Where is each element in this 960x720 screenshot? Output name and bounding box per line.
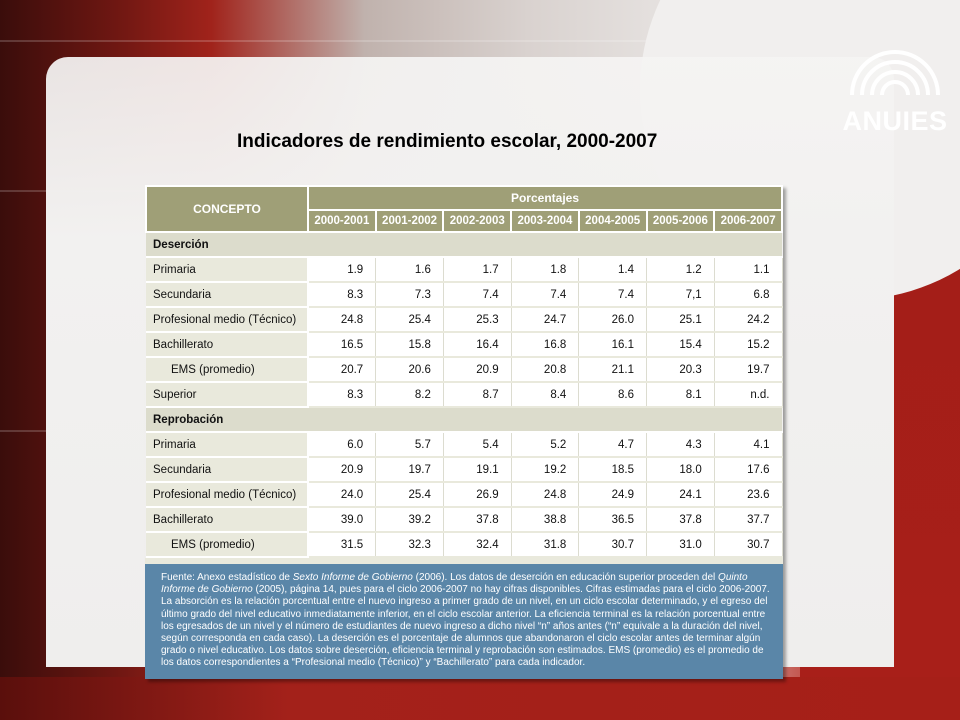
value-cell: 37.8 [647, 507, 715, 532]
row-label: Profesional medio (Técnico) [146, 307, 308, 332]
value-cell: 19.1 [443, 457, 511, 482]
value-cell: 26.0 [579, 307, 647, 332]
year-header: 2001-2002 [376, 210, 444, 232]
year-header: 2002-2003 [443, 210, 511, 232]
value-cell: 30.7 [714, 532, 782, 557]
slide-title: Indicadores de rendimiento escolar, 2000-2007 [237, 131, 658, 152]
value-cell: 24.7 [511, 307, 579, 332]
value-cell: 1.2 [647, 257, 715, 282]
indicators-table [145, 185, 783, 558]
value-cell: 15.4 [647, 332, 715, 357]
section-row [146, 407, 782, 432]
year-header: 2006-2007 [714, 210, 782, 232]
value-cell: 24.9 [579, 482, 647, 507]
value-cell: 37.7 [714, 507, 782, 532]
value-cell: 39.2 [376, 507, 444, 532]
table-row [146, 532, 782, 557]
value-cell: 18.5 [579, 457, 647, 482]
value-cell: 37.8 [443, 507, 511, 532]
table-row [146, 382, 782, 407]
value-cell: 21.1 [579, 357, 647, 382]
logo-rings-icon [840, 10, 950, 105]
value-cell: 7,1 [647, 282, 715, 307]
value-cell: 36.5 [579, 507, 647, 532]
table-row [146, 457, 782, 482]
value-cell: 18.0 [647, 457, 715, 482]
value-cell: 4.7 [579, 432, 647, 457]
value-cell: 20.7 [308, 357, 376, 382]
indicators-table-container [145, 185, 783, 679]
value-cell: 5.4 [443, 432, 511, 457]
section-title: Reprobación [146, 407, 782, 432]
table-row [146, 357, 782, 382]
note-italic: Sexto Informe de Gobierno [292, 572, 413, 583]
value-cell: 24.1 [647, 482, 715, 507]
table-row [146, 257, 782, 282]
value-cell: 39.0 [308, 507, 376, 532]
concept-header: CONCEPTO [146, 186, 308, 232]
value-cell: 20.9 [308, 457, 376, 482]
value-cell: 19.7 [714, 357, 782, 382]
row-label: Primaria [146, 257, 308, 282]
table-row [146, 482, 782, 507]
value-cell: 20.8 [511, 357, 579, 382]
value-cell: 16.4 [443, 332, 511, 357]
row-label: EMS (promedio) [146, 532, 308, 557]
value-cell: 1.7 [443, 257, 511, 282]
table-row [146, 307, 782, 332]
value-cell: 19.7 [376, 457, 444, 482]
value-cell: 16.1 [579, 332, 647, 357]
value-cell: 1.1 [714, 257, 782, 282]
row-label: Bachillerato [146, 332, 308, 357]
value-cell: 24.8 [511, 482, 579, 507]
value-cell: 8.3 [308, 382, 376, 407]
anuies-logo [840, 10, 950, 135]
value-cell: 25.1 [647, 307, 715, 332]
table-row [146, 332, 782, 357]
value-cell: 26.9 [443, 482, 511, 507]
value-cell: 1.4 [579, 257, 647, 282]
value-cell: 20.3 [647, 357, 715, 382]
value-cell: 15.8 [376, 332, 444, 357]
table-row [146, 282, 782, 307]
value-cell: 15.2 [714, 332, 782, 357]
section-row [146, 232, 782, 257]
row-label: Bachillerato [146, 507, 308, 532]
value-cell: 7.4 [511, 282, 579, 307]
value-cell: n.d. [714, 382, 782, 407]
note-italic: Quinto Informe de Gobierno [161, 572, 748, 596]
source-note [145, 558, 783, 679]
value-cell: 5.2 [511, 432, 579, 457]
value-cell: 8.7 [443, 382, 511, 407]
row-label: EMS (promedio) [146, 357, 308, 382]
table-body [146, 232, 782, 557]
value-cell: 24.0 [308, 482, 376, 507]
row-label: Primaria [146, 432, 308, 457]
value-cell: 20.6 [376, 357, 444, 382]
value-cell: 4.1 [714, 432, 782, 457]
value-cell: 7.3 [376, 282, 444, 307]
value-cell: 5.7 [376, 432, 444, 457]
value-cell: 6.8 [714, 282, 782, 307]
year-header: 2005-2006 [647, 210, 715, 232]
logo-text: ANUIES [842, 106, 948, 136]
value-cell: 32.3 [376, 532, 444, 557]
table-row [146, 432, 782, 457]
value-cell: 8.2 [376, 382, 444, 407]
note-text: (2005), página 14, pues para el ciclo 2006-2007 no hay cifras disponibles. Cifras estimadas para el ciclo 2006-2007. La absorción es la relación porcentual entre el nuevo ingreso a primer grado de un nivel, en un ciclo escolar determinado, y el egreso del último grado del nivel educativo inmediatamente inferior, en el ciclo escolar anterior. La eficiencia terminal es la relación porcentual entre los egresados de un nivel y el número de estudiantes de nuevo ingreso a dicho nivel “n” años antes (“n” equivale a la duración del nivel, según corresponda en cada caso). La deserción es el porcentaje de alumnos que abandonaron el ciclo escolar antes de terminar algún grado o nivel educativo. Los datos sobre deserción, eficiencia terminal y reprobación son estimados. EMS (promedio) es el promedio de los datos correspondientes a “Profesional medio (Técnico)” y “Bachillerato” para cada indicador. [161, 584, 770, 669]
value-cell: 30.7 [579, 532, 647, 557]
percentages-header: Porcentajes [308, 186, 782, 210]
value-cell: 23.6 [714, 482, 782, 507]
value-cell: 32.4 [443, 532, 511, 557]
value-cell: 25.3 [443, 307, 511, 332]
value-cell: 25.4 [376, 307, 444, 332]
row-label: Superior [146, 382, 308, 407]
value-cell: 24.8 [308, 307, 376, 332]
year-header: 2004-2005 [579, 210, 647, 232]
value-cell: 31.0 [647, 532, 715, 557]
row-label: Profesional medio (Técnico) [146, 482, 308, 507]
value-cell: 1.9 [308, 257, 376, 282]
value-cell: 16.8 [511, 332, 579, 357]
note-text: Fuente: Anexo estadístico de [161, 572, 293, 583]
value-cell: 38.8 [511, 507, 579, 532]
value-cell: 20.9 [443, 357, 511, 382]
year-header: 2000-2001 [308, 210, 376, 232]
value-cell: 17.6 [714, 457, 782, 482]
value-cell: 7.4 [579, 282, 647, 307]
year-header: 2003-2004 [511, 210, 579, 232]
value-cell: 1.8 [511, 257, 579, 282]
section-title: Deserción [146, 232, 782, 257]
value-cell: 31.8 [511, 532, 579, 557]
row-label: Secundaria [146, 457, 308, 482]
value-cell: 25.4 [376, 482, 444, 507]
value-cell: 16.5 [308, 332, 376, 357]
table-header-row [146, 186, 782, 210]
value-cell: 1.6 [376, 257, 444, 282]
value-cell: 19.2 [511, 457, 579, 482]
value-cell: 4.3 [647, 432, 715, 457]
table-row [146, 507, 782, 532]
value-cell: 24.2 [714, 307, 782, 332]
note-text: (2006). Los datos de deserción en educación superior proceden del [412, 572, 719, 583]
bottom-band [0, 677, 960, 720]
value-cell: 6.0 [308, 432, 376, 457]
row-label: Secundaria [146, 282, 308, 307]
value-cell: 31.5 [308, 532, 376, 557]
value-cell: 8.4 [511, 382, 579, 407]
value-cell: 8.1 [647, 382, 715, 407]
value-cell: 8.6 [579, 382, 647, 407]
value-cell: 7.4 [443, 282, 511, 307]
value-cell: 8.3 [308, 282, 376, 307]
